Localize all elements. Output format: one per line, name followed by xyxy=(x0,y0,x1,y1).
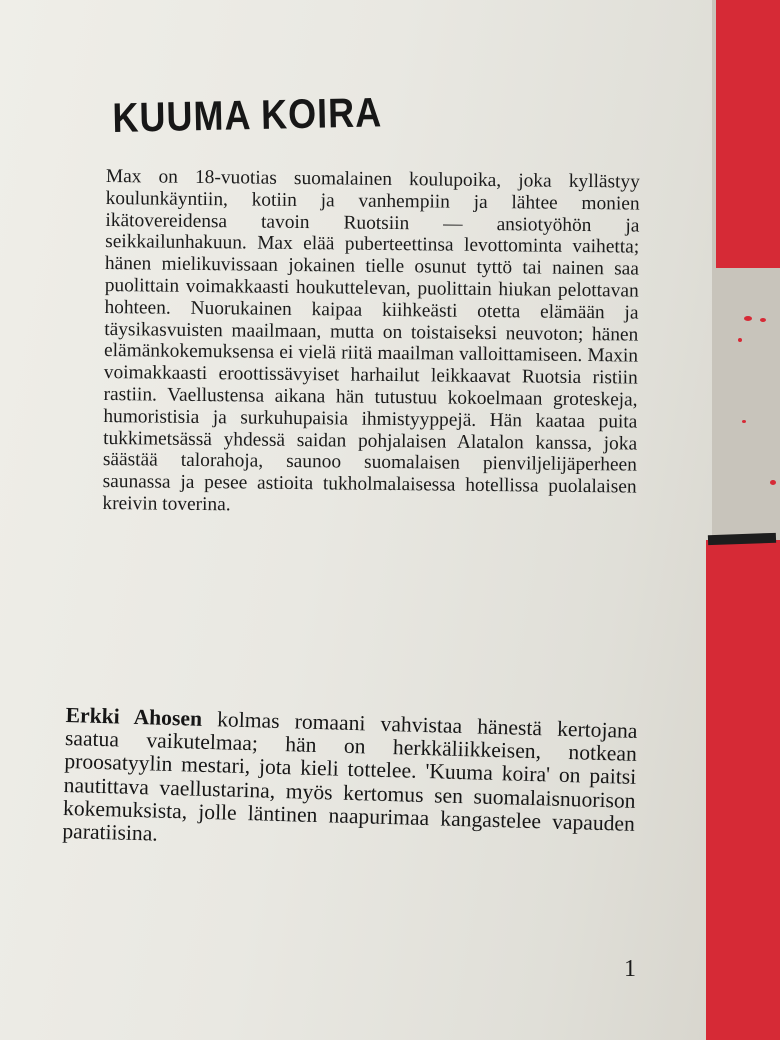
synopsis-paragraph: Max on 18-vuotias suomalainen koulupoika, joka kyllästyy koulunkäyntiin, kotiin ja vanhempiin ja lähtee monien ikätovereidensa tavoin Ruotsiin — ansiotyöhön ja seikkailunhakuun. Max elää puberteettinsa levottominta vaihetta; hänen mielikuvissaan jokainen tielle osunut tyttö tai nainen saa puolittain voimakkaasti houkuttelevan, puolittain hiukan pelottavan hohteen. Nuorukainen kaipaa kiihkeästi otetta elämään ja täysikasvuisten maailmaan, mutta on toistaiseksi neuvoton; hänen elämänkokemuksensa ei vielä riitä maailman valloittamiseen. Maxin voimakkaasti eroottissävyiset harhailut leikkaavat Ruotsia ristiin rastiin. Vaellustensa aikana hän tutustuu kokoelmaan groteskeja, humoristisia ja surkuhupaisia ihmistyyppejä. Hän kaataa puita tukkimetsässä yhdessä saidan pohjalaisen Alatalon kanssa, joka säästää talorahoja, saunoo suomalaisen pienviljelijäperheen saunassa ja pesee astioita tukholmalaisessa hotellissa puolalaisen kreivin toverina. xyxy=(102,166,640,516)
author-paragraph xyxy=(62,704,638,859)
page-number: 1 xyxy=(624,956,636,982)
cover-speck xyxy=(738,338,742,342)
cover-speck xyxy=(742,420,746,423)
cover-red-band-bottom xyxy=(706,540,780,1040)
cover-red-band-top xyxy=(716,0,780,268)
cover-speck xyxy=(760,318,766,322)
cover-speck xyxy=(744,316,752,321)
book-title: KUUMA KOIRA xyxy=(112,88,383,142)
cover-speck xyxy=(770,480,776,485)
author-paragraph-text: kolmas romaani vahvistaa hänestä kertojana saatua vaikutelmaa; hän on herkkäliikkeisen, notkean proosatyylin mestari, jota kieli tottelee. 'Kuuma koira' on paitsi nautittava vaellustarina, myös kertomus sen suomalaisnuorison kokemuksista, jolle läntinen naapurimaa kangastelee vapauden paratiisina. xyxy=(62,706,638,846)
author-name: Erkki Ahosen xyxy=(65,703,203,731)
